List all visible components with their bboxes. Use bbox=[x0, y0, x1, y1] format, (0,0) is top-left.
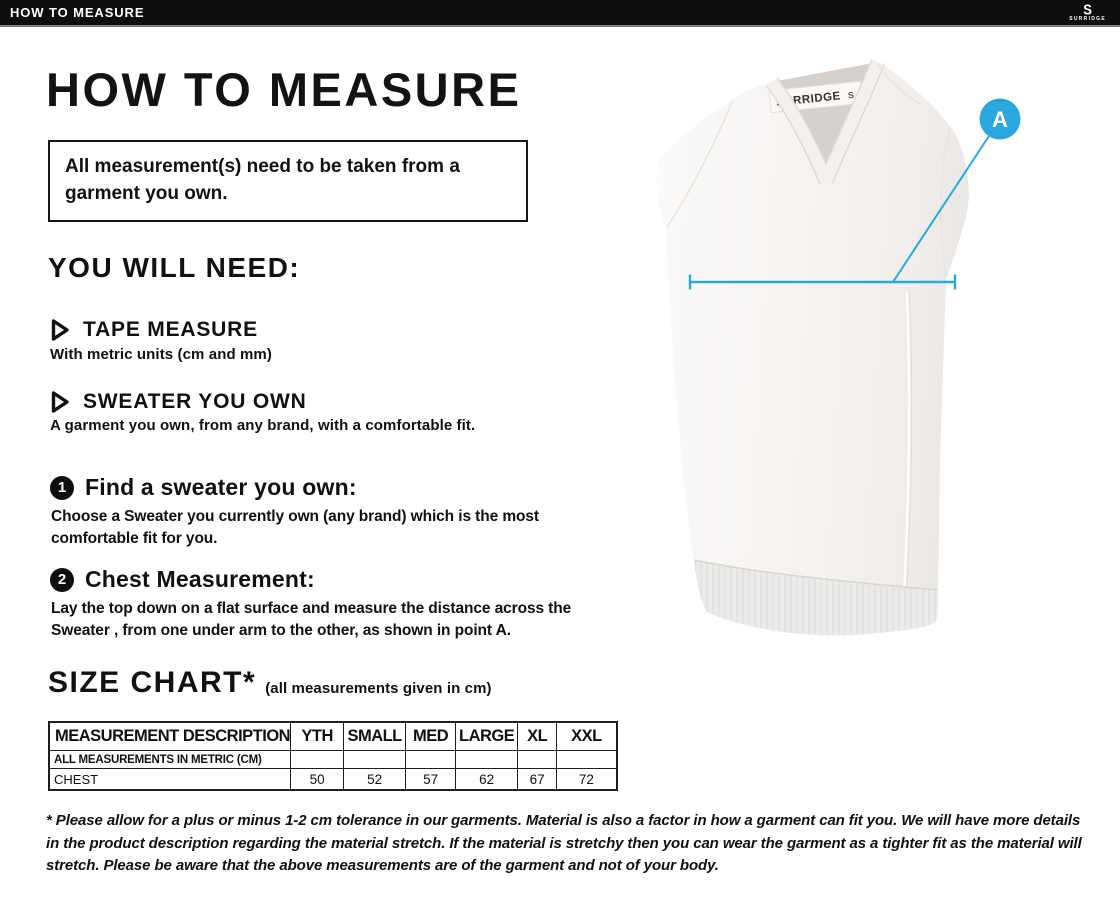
need-item-description: With metric units (cm and mm) bbox=[50, 346, 272, 363]
surridge-logo-icon bbox=[1069, 0, 1106, 22]
table-row bbox=[49, 751, 617, 769]
top-bar-title: HOW TO MEASURE bbox=[10, 5, 145, 20]
step-number-badge: 2 bbox=[50, 568, 74, 592]
sleeveless-sweater-image bbox=[620, 40, 1120, 660]
step-title: Chest Measurement: bbox=[85, 566, 315, 592]
chest-value: 62 bbox=[456, 769, 518, 791]
neck-label-logo-mark: S bbox=[847, 89, 855, 101]
column-header: YTH bbox=[291, 722, 344, 751]
step-title: Find a sweater you own: bbox=[85, 474, 357, 500]
page-title: HOW TO MEASURE bbox=[46, 63, 522, 116]
size-chart-table bbox=[48, 721, 618, 791]
column-header: MEASUREMENT DESCRIPTION bbox=[49, 722, 291, 751]
column-header: XL bbox=[518, 722, 557, 751]
you-will-need-heading: YOU WILL NEED: bbox=[48, 252, 301, 283]
top-bar bbox=[0, 0, 1120, 27]
column-header: MED bbox=[406, 722, 456, 751]
garment-diagram bbox=[620, 40, 1120, 660]
row-label: ALL MEASUREMENTS IN METRIC (CM) bbox=[49, 751, 291, 769]
chest-value: 67 bbox=[518, 769, 557, 791]
step-1 bbox=[50, 474, 357, 501]
chest-value: 50 bbox=[291, 769, 344, 791]
triangle-bullet-icon bbox=[50, 318, 70, 342]
chest-value: 57 bbox=[406, 769, 456, 791]
table-row bbox=[49, 769, 617, 791]
notice-box: All measurement(s) need to be taken from a garment you own. bbox=[48, 140, 528, 222]
point-a-label: A bbox=[992, 107, 1008, 132]
need-item-label: TAPE MEASURE bbox=[83, 318, 258, 341]
surridge-logo-s: S bbox=[1083, 0, 1092, 19]
step-number-badge: 1 bbox=[50, 476, 74, 500]
step-2 bbox=[50, 566, 315, 593]
neck-label-text: SURRIDGE bbox=[775, 90, 842, 110]
step-description: Choose a Sweater you currently own (any brand) which is the most comfortable fit for you. bbox=[51, 508, 539, 547]
size-chart-note: (all measurements given in cm) bbox=[265, 680, 492, 697]
step-description: Lay the top down on a flat surface and measure the distance across the Sweater , from one under arm to the other, as shown in point A. bbox=[51, 600, 572, 639]
column-header: LARGE bbox=[456, 722, 518, 751]
row-label: CHEST bbox=[49, 769, 291, 791]
table-header-row bbox=[49, 722, 617, 751]
chest-value: 72 bbox=[557, 769, 617, 791]
column-header: XXL bbox=[557, 722, 617, 751]
footnote: * Please allow for a plus or minus 1-2 cm tolerance in our garments. Material is also a factor in how a garment can fit you. We will have more details in the product description regarding the material stretch. If the material is stretchy then you can wear the garment as a tighter fit as the material will stretch. Please be aware that the above measurements are of the garment and not of your body. bbox=[46, 812, 1082, 874]
need-item-tape-measure bbox=[50, 318, 258, 342]
size-chart-title: SIZE CHART* bbox=[48, 666, 257, 699]
size-chart-heading bbox=[48, 666, 492, 700]
need-item-sweater bbox=[50, 390, 307, 414]
need-item-description: A garment you own, from any brand, with a comfortable fit. bbox=[50, 417, 476, 434]
surridge-logo-word: SURRIDGE bbox=[1069, 16, 1106, 22]
chest-value: 52 bbox=[344, 769, 406, 791]
need-item-label: SWEATER YOU OWN bbox=[83, 390, 307, 413]
triangle-bullet-icon bbox=[50, 390, 70, 414]
column-header: SMALL bbox=[344, 722, 406, 751]
